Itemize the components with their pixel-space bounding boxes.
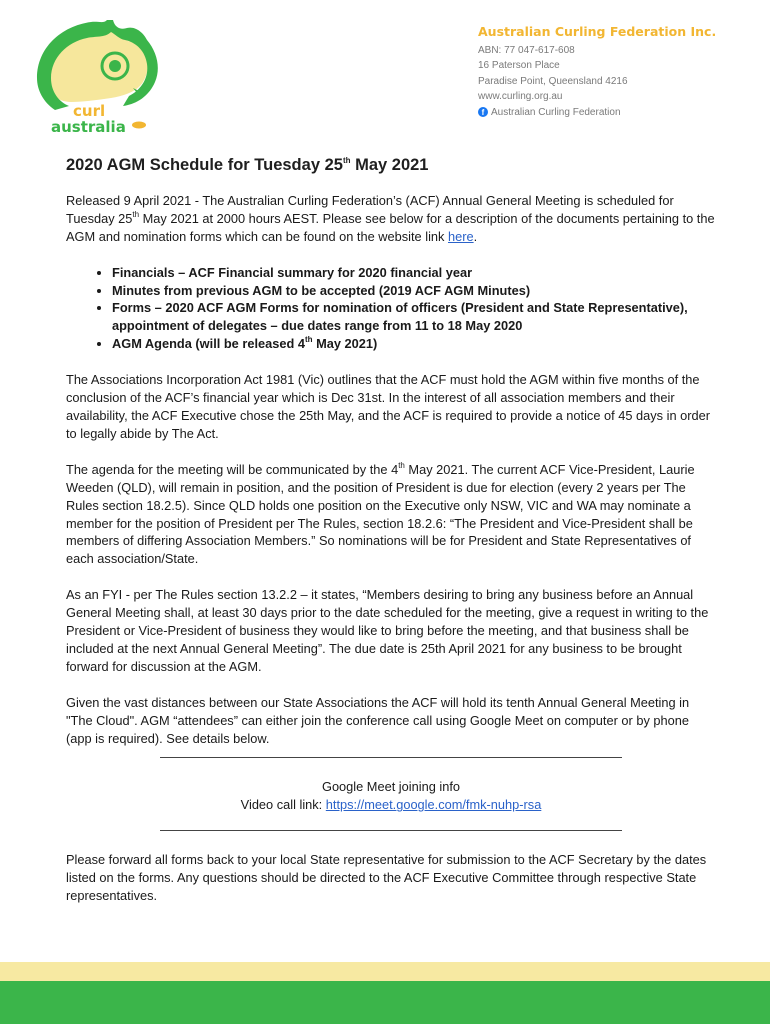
facebook-label: Australian Curling Federation [491, 106, 621, 118]
cloud-paragraph: Given the vast distances between our State Associations the ACF will hold its tenth Annual General Meeting in "The Cloud". AGM “attendees” can either join the conference call using Google Meet on computer or by phone (app is required). See details below. [66, 694, 690, 746]
divider-bottom [160, 830, 622, 831]
act-paragraph: The Associations Incorporation Act 1981 (Vic) outlines that the ACF must hold the AGM within five months of the conclusion of the ACF’s financial year which is Dec 31st. In the interest of all association members and their availability, the ACF Executive chose the 25th May, and the ACF is required to provide a notice of 45 days in order to legally abide by The Act. [66, 372, 710, 441]
organization-name: Australian Curling Federation Inc. [478, 24, 717, 39]
logo-australia-text: australia [51, 118, 126, 136]
abn: ABN: 77 047-617-608 [478, 44, 575, 56]
intro-paragraph: Released 9 April 2021 - The Australian Curling Federation’s (ACF) Annual General Meeting is scheduled for Tuesday 25th May 2021 at 2000 hours AEST. Please see below for a description of the documents pertaining to the AGM and nomination forms which can be found on the website link here. [66, 192, 715, 244]
page-title: 2020 AGM Schedule for Tuesday 25th May 2021 [66, 155, 429, 174]
here-link[interactable]: here [447, 228, 474, 244]
meet-link[interactable]: https://meet.google.com/fmk-nuhp-rsa [325, 797, 542, 813]
rules-paragraph: As an FYI - per The Rules section 13.2.2 – it states, “Members desiring to bring any business before an Annual General Meeting shall, at least 30 days prior to the date scheduled for the meeting, give a request in writing to the President or Vice-President of business they would like to bring before the meeting, and that business shall be included at the next Annual General Meeting”. The due date is 25th April 2021 for any business to be brought forward for discussion at the AGM. [66, 587, 709, 674]
australia-map-icon [33, 18, 183, 136]
website[interactable]: www.curling.org.au [478, 91, 563, 102]
document-body [66, 157, 716, 923]
agenda-paragraph: The agenda for the meeting will be communicated by the 4th May 2021. The current ACF Vice-President, Laurie Weeden (QLD), will remain in position, and the position of President is due for election (every 2 years per The Rules section 18.2.5). Since QLD holds one position on the Executive only NSW, VIC and WA may nominate a member for the position of President per The Rules, section 18.2.6: “The President and Vice-President shall be members of differing Association Members.” So nominations will be for President and State Representatives of each association/State. [66, 460, 695, 567]
closing-paragraph: Please forward all forms back to your local State representative for submission to the ACF Secretary by the dates listed on the forms. Any questions should be directed to the ACF Executive Committee through respective State representatives. [66, 852, 707, 904]
divider-top [160, 757, 622, 758]
facebook-link[interactable] [478, 105, 716, 121]
footer-green-band [0, 981, 770, 1024]
city-address: Paradise Point, Queensland 4216 [478, 75, 628, 87]
meet-link-line: Video call link: https://meet.google.com/fmk-nuhp-rsa [240, 797, 542, 813]
logo-curl-text: curl [73, 102, 106, 120]
document-list [66, 264, 716, 354]
organization-info [478, 24, 716, 120]
street-address: 16 Paterson Place [478, 60, 560, 71]
curl-australia-logo [33, 18, 183, 136]
list-item-forms: • Forms – 2020 ACF AGM Forms for nomination of officers (President and State Representative), appointment of delegates – due dates range from 11 to 18 May 2020 [112, 299, 716, 335]
list-item-agenda: • AGM Agenda (will be released 4th May 2021) [112, 335, 716, 353]
list-item-financials: • Financials – ACF Financial summary for 2020 financial year [112, 264, 716, 282]
google-meet-info [66, 778, 716, 814]
footer-yellow-band [0, 962, 770, 981]
facebook-icon: f [478, 107, 488, 117]
meet-title: Google Meet joining info [321, 779, 460, 795]
list-item-minutes: • Minutes from previous AGM to be accepted (2019 ACF AGM Minutes) [112, 282, 716, 300]
